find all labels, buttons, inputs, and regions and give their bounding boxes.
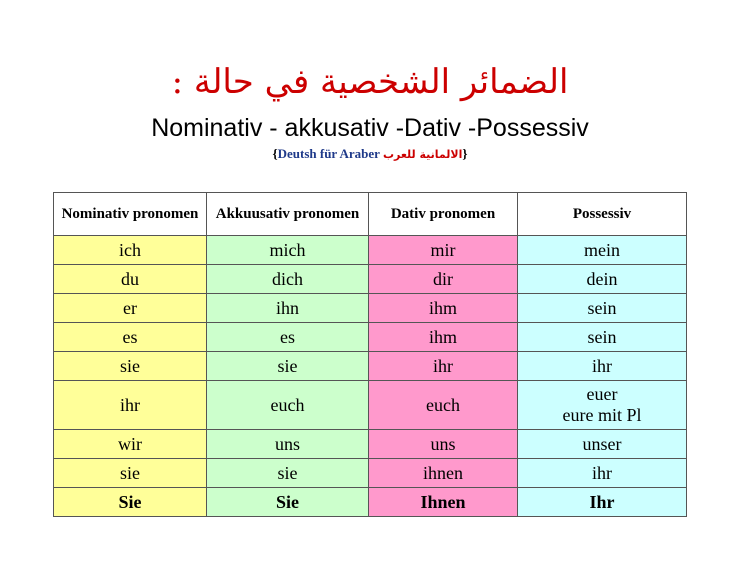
- cell-possessiv: euer eure mit Pl: [518, 381, 687, 430]
- cell-nominativ: Sie: [54, 488, 207, 517]
- cell-akkusativ: mich: [207, 236, 369, 265]
- cell-akkusativ: sie: [207, 459, 369, 488]
- cell-possessiv: Ihr: [518, 488, 687, 517]
- cell-possessiv: unser: [518, 430, 687, 459]
- cell-dativ: ihm: [369, 323, 518, 352]
- table-row: [54, 236, 687, 265]
- cell-nominativ: wir: [54, 430, 207, 459]
- table-row: [54, 381, 687, 430]
- cell-akkusativ: sie: [207, 352, 369, 381]
- cell-dativ: ihnen: [369, 459, 518, 488]
- cell-dativ: ihm: [369, 294, 518, 323]
- cell-possessiv: ihr: [518, 352, 687, 381]
- cell-akkusativ: es: [207, 323, 369, 352]
- cell-dativ: ihr: [369, 352, 518, 381]
- arabic-title: الضمائر الشخصية في حالة :: [171, 62, 569, 102]
- subtitle-english: Deutsh für Araber: [277, 146, 383, 161]
- cell-akkusativ: euch: [207, 381, 369, 430]
- header-nominativ: Nominativ pronomen: [54, 193, 207, 236]
- table-row: [54, 352, 687, 381]
- cell-dativ: euch: [369, 381, 518, 430]
- cell-akkusativ: dich: [207, 265, 369, 294]
- cell-dativ: mir: [369, 236, 518, 265]
- table-row: [54, 430, 687, 459]
- table-row: [54, 459, 687, 488]
- page-title: Nominativ - akkusativ -Dativ -Possessiv: [151, 114, 589, 142]
- cell-akkusativ: Sie: [207, 488, 369, 517]
- cell-nominativ: ich: [54, 236, 207, 265]
- subtitle-open-brace: {: [272, 146, 278, 161]
- cell-nominativ: ihr: [54, 381, 207, 430]
- table-row: [54, 488, 687, 517]
- cell-nominativ: sie: [54, 352, 207, 381]
- cell-akkusativ: uns: [207, 430, 369, 459]
- cell-nominativ: es: [54, 323, 207, 352]
- cell-akkusativ: ihn: [207, 294, 369, 323]
- header-akkusativ: Akkuusativ pronomen: [207, 193, 369, 236]
- subtitle-arabic: الالمانية للعرب: [382, 148, 463, 161]
- header-row: [54, 193, 687, 236]
- cell-possessiv: sein: [518, 294, 687, 323]
- cell-nominativ: sie: [54, 459, 207, 488]
- header-possessiv: Possessiv: [518, 193, 687, 236]
- subtitle-close-brace: }: [462, 146, 468, 161]
- cell-nominativ: er: [54, 294, 207, 323]
- table-row: [54, 265, 687, 294]
- subtitle: [0, 145, 740, 164]
- cell-possessiv: mein: [518, 236, 687, 265]
- cell-possessiv: dein: [518, 265, 687, 294]
- cell-dativ: uns: [369, 430, 518, 459]
- cell-nominativ: du: [54, 265, 207, 294]
- table-row: [54, 323, 687, 352]
- header-dativ: Dativ pronomen: [369, 193, 518, 236]
- cell-dativ: dir: [369, 265, 518, 294]
- table-row: [54, 294, 687, 323]
- pronoun-table: [53, 192, 687, 517]
- cell-dativ: Ihnen: [369, 488, 518, 517]
- cell-possessiv: ihr: [518, 459, 687, 488]
- cell-possessiv: sein: [518, 323, 687, 352]
